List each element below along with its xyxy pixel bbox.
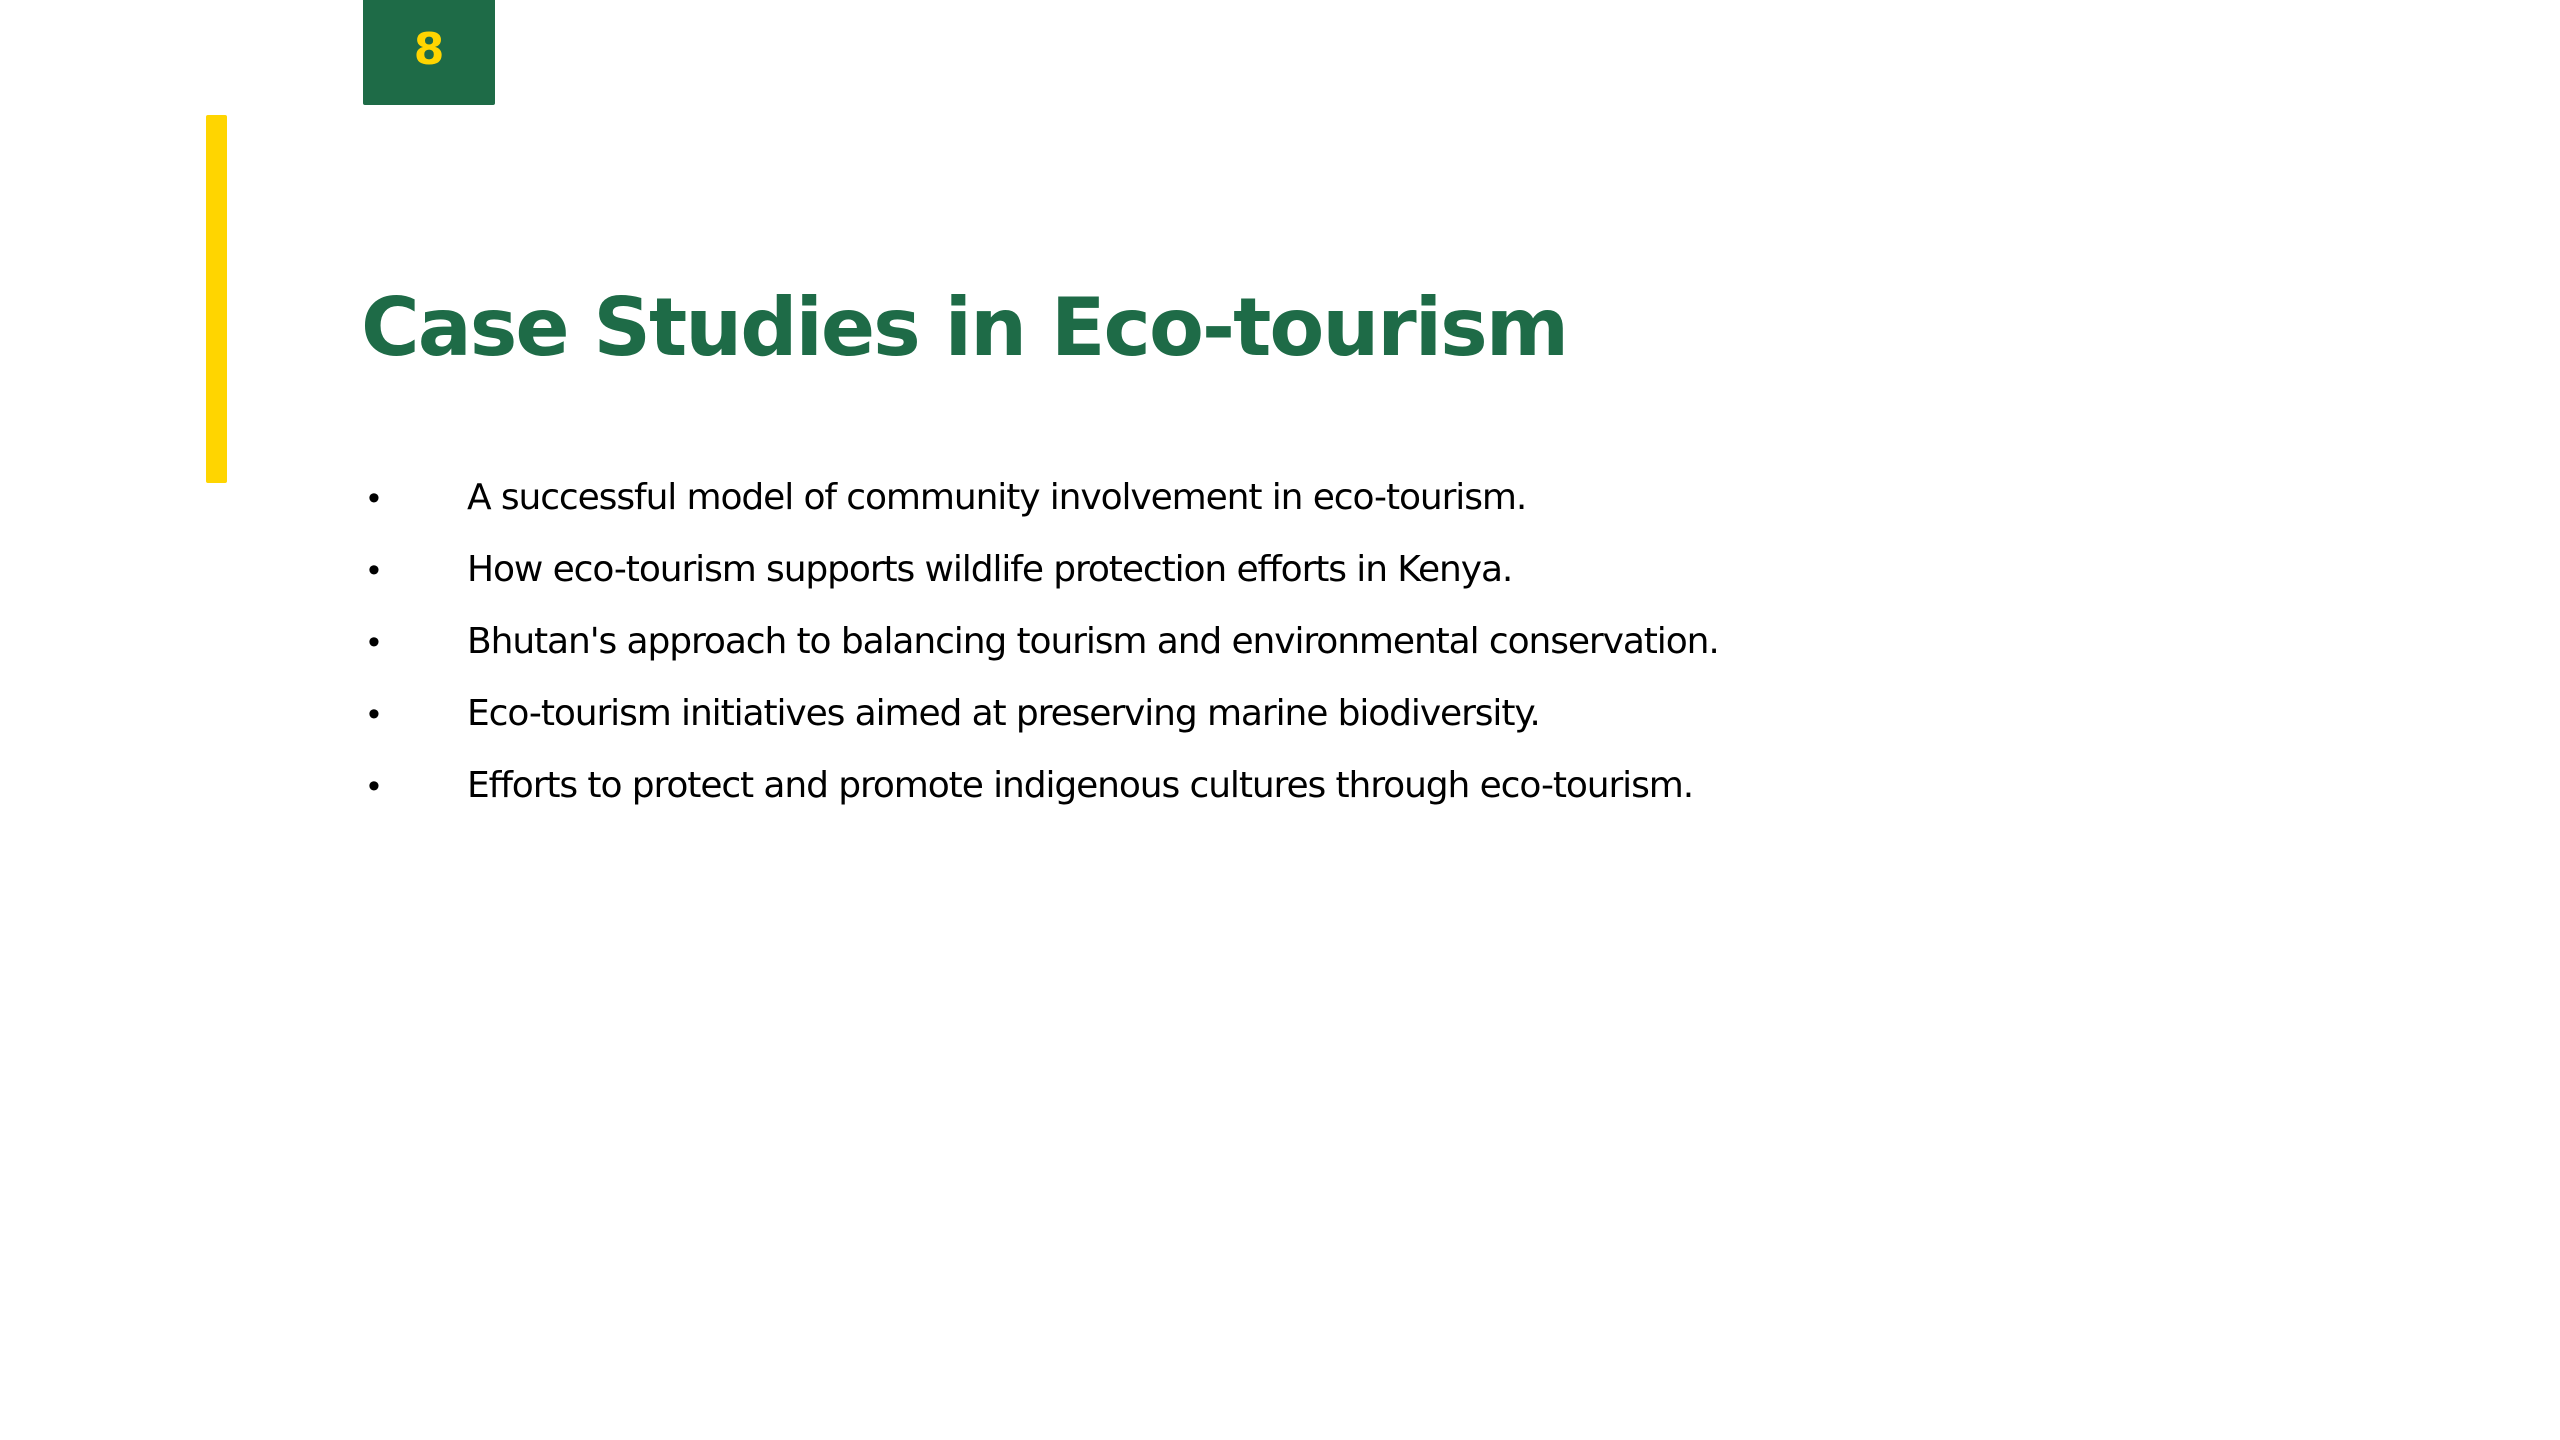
slide-title: Case Studies in Eco-tourism [361, 281, 1568, 374]
page-number: 8 [413, 23, 445, 75]
bullet-text: Eco-tourism initiatives aimed at preserving marine biodiversity. [467, 693, 1540, 734]
bullet-item [362, 678, 1719, 750]
bullet-item [362, 462, 1719, 534]
bullet-text: Efforts to protect and promote indigenous cultures through eco-tourism. [467, 765, 1694, 806]
bullet-icon: • [368, 695, 380, 733]
accent-bar [206, 115, 227, 483]
bullet-icon: • [368, 551, 380, 589]
bullet-item [362, 606, 1719, 678]
bullet-icon: • [368, 623, 380, 661]
bullet-icon: • [368, 767, 380, 805]
bullet-list [362, 462, 1719, 822]
bullet-text: How eco-tourism supports wildlife protection efforts in Kenya. [467, 549, 1513, 590]
bullet-text: Bhutan's approach to balancing tourism and environmental conservation. [467, 621, 1719, 662]
page-number-badge [363, 0, 495, 105]
bullet-text: A successful model of community involvement in eco-tourism. [467, 477, 1527, 518]
bullet-icon: • [368, 479, 380, 517]
bullet-item [362, 534, 1719, 606]
bullet-item [362, 750, 1719, 822]
